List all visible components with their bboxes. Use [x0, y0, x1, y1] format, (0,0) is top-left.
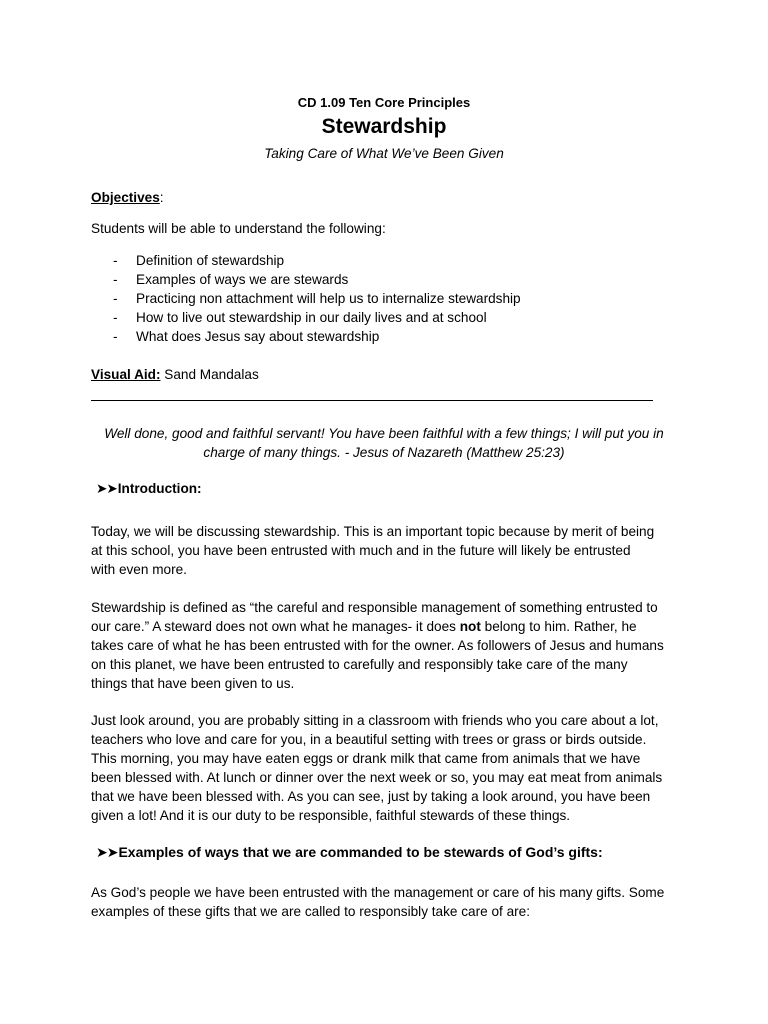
- examples-heading: [96, 844, 603, 861]
- list-dash: -: [113, 291, 118, 306]
- list-dash: -: [113, 329, 118, 344]
- page-subtitle: Taking Care of What We’ve Been Given: [264, 146, 504, 161]
- paragraph-line: Stewardship is defined as “the careful and responsible management of something entrusted to: [91, 600, 658, 615]
- paragraph-line: things that have been given to us.: [91, 676, 295, 691]
- arrow-icon: ➤➤: [96, 481, 117, 496]
- paragraph-line: on this planet, we have been entrusted to carefully and responsibly take care of the many: [91, 657, 628, 672]
- text-run: our care.” A steward does not own what he manages- it does: [91, 619, 460, 634]
- paragraph-line: [91, 617, 681, 636]
- intro-paragraph-1: [91, 522, 681, 579]
- examples-paragraph: [91, 883, 681, 921]
- quote-line: Well done, good and faithful servant! You have been faithful with a few things; I will put you in: [104, 426, 664, 441]
- paragraph-line: at this school, you have been entrusted with much and in the future will likely be entrusted: [91, 543, 631, 558]
- introduction-heading: [96, 481, 202, 497]
- list-item-text: Definition of stewardship: [136, 253, 285, 268]
- paragraph-line: given a lot! And it is our duty to be responsible, faithful stewards of these things.: [91, 808, 571, 823]
- objectives-heading: [91, 190, 681, 205]
- list-item-text: What does Jesus say about stewardship: [136, 329, 380, 344]
- paragraph-line: been blessed with. At lunch or dinner over the next week or so, you may eat meat from animals: [91, 770, 663, 785]
- scripture-quote: [80, 424, 688, 462]
- list-dash: -: [113, 272, 118, 287]
- quote-line: charge of many things. - Jesus of Nazareth (Matthew 25:23): [203, 445, 565, 460]
- list-item-text: Examples of ways we are stewards: [136, 272, 349, 287]
- list-item-text: How to live out stewardship in our daily lives and at school: [136, 310, 487, 325]
- paragraph-line: As God’s people we have been entrusted with the management or care of his many gifts. Some: [91, 885, 665, 900]
- paragraph-line: with even more.: [91, 562, 187, 577]
- objectives-intro: Students will be able to understand the following:: [91, 221, 386, 236]
- introduction-heading-text: Introduction:: [117, 481, 202, 496]
- intro-paragraph-3: [91, 711, 681, 825]
- paragraph-line: teachers who love and care for you, in a beautiful setting with trees or grass or birds outside.: [91, 732, 647, 747]
- visual-aid-label: Visual Aid:: [91, 367, 161, 382]
- paragraph-line: Just look around, you are probably sitting in a classroom with friends who you care about a lot,: [91, 713, 659, 728]
- visual-aid-value: Sand Mandalas: [160, 367, 259, 382]
- intro-paragraph-2: [91, 598, 681, 693]
- list-dash: -: [113, 310, 118, 325]
- list-item-text: Practicing non attachment will help us to internalize stewardship: [136, 291, 521, 306]
- emphasis-text: not: [459, 619, 481, 634]
- paragraph-line: Today, we will be discussing stewardship. This is an important topic because by merit of being: [91, 524, 655, 539]
- list-dash: -: [113, 253, 118, 268]
- paragraph-line: that we have been blessed with. As you can see, just by taking a look around, you have been: [91, 789, 651, 804]
- objectives-colon: :: [159, 190, 164, 205]
- paragraph-line: This morning, you may have eaten eggs or drank milk that came from animals that we have: [91, 751, 641, 766]
- page-title: Stewardship: [321, 115, 447, 138]
- horizontal-rule: [91, 400, 653, 401]
- examples-heading-text: Examples of ways that we are commanded to be stewards of God’s gifts:: [118, 844, 603, 860]
- visual-aid: [91, 367, 681, 382]
- course-code: CD 1.09 Ten Core Principles: [297, 95, 471, 110]
- objectives-label: Objectives: [91, 190, 160, 205]
- arrow-icon: ➤➤: [96, 844, 118, 860]
- paragraph-line: takes care of what he has been entrusted with for the owner. As followers of Jesus and humans: [91, 638, 664, 653]
- paragraph-line: examples of these gifts that we are called to responsibly take care of are:: [91, 904, 531, 919]
- text-run: belong to him. Rather, he: [480, 619, 637, 634]
